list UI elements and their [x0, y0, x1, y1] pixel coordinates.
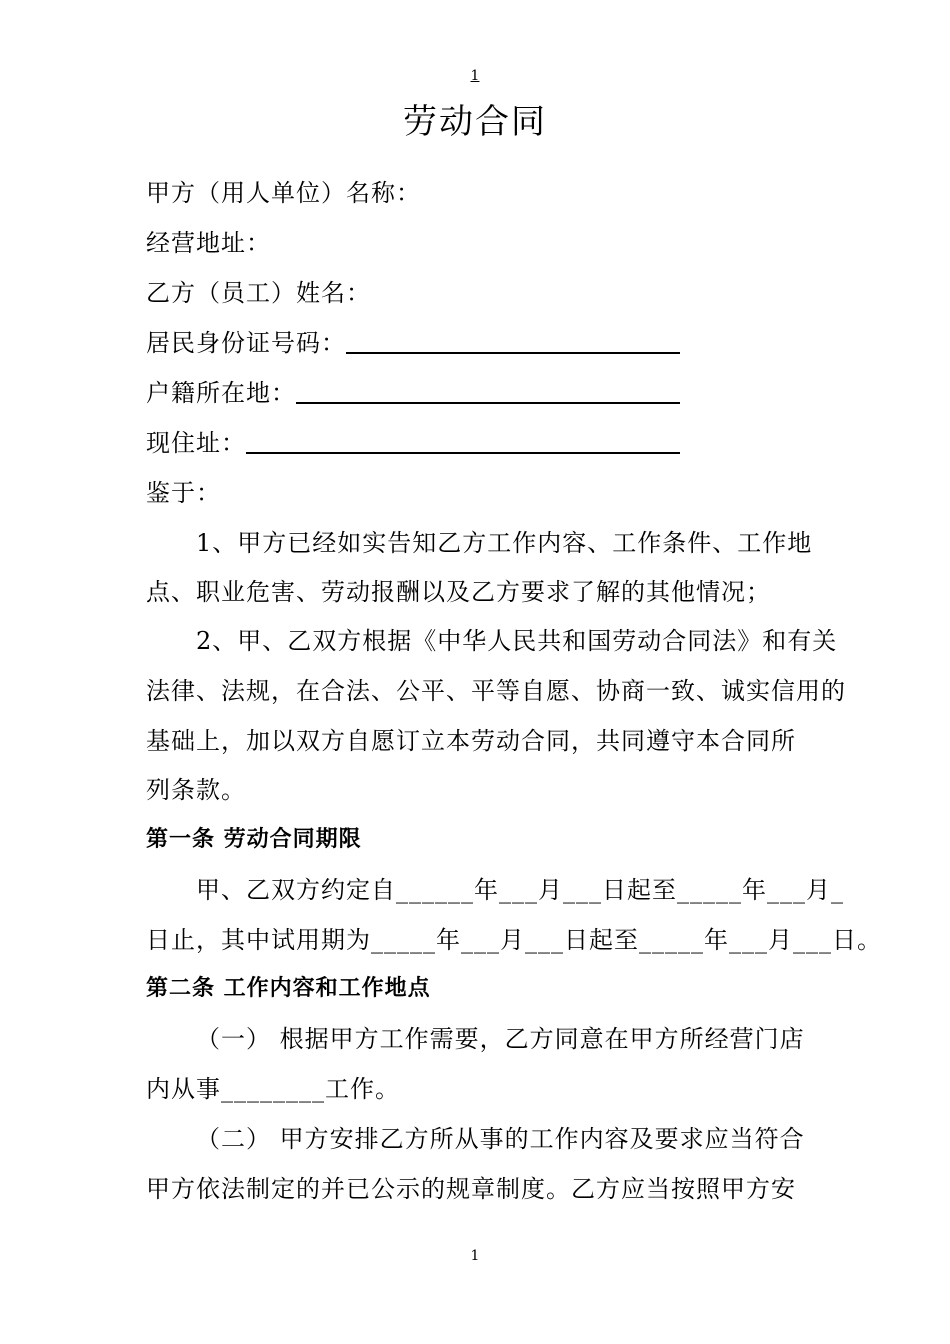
recital-item-2-line-2: 法律、法规，在合法、公平、平等自愿、协商一致、诚实信用的 — [146, 677, 846, 705]
recital-item-1-line-1: 1、甲方已经如实告知乙方工作内容、工作条件、工作地 — [196, 529, 813, 557]
article-1-line-2: 日止，其中试用期为_____年___月___日起至_____年___月___日。 — [146, 926, 882, 954]
article-1-line-1: 甲、乙双方约定自______年___月___日起至_____年___月_ — [196, 876, 844, 904]
recital-item-1-line-2: 点、职业危害、劳动报酬以及乙方要求了解的其他情况； — [146, 578, 771, 606]
document-title: 劳动合同 — [403, 102, 547, 142]
business-address-label: 经营地址： — [146, 229, 271, 257]
article-2-heading: 第二条 工作内容和工作地点 — [146, 976, 431, 1001]
article-2-item-2-line-1: （二） 甲方安排乙方所从事的工作内容及要求应当符合 — [196, 1125, 805, 1153]
recital-item-2-line-4: 列条款。 — [146, 776, 246, 804]
article-2-item-1-line-1: （一） 根据甲方工作需要，乙方同意在甲方所经营门店 — [196, 1025, 805, 1053]
party-a-name-label: 甲方（用人单位）名称： — [146, 179, 421, 207]
article-2-item-2-line-2: 甲方依法制定的并已公示的规章制度。乙方应当按照甲方安 — [146, 1175, 796, 1203]
article-2-item-1-line-2: 内从事________工作。 — [146, 1075, 400, 1103]
footer-page-number: 1 — [470, 1248, 480, 1264]
household-registration-blank — [296, 402, 680, 404]
current-address-blank — [246, 452, 680, 454]
household-registration-label: 户籍所在地： — [146, 379, 296, 407]
id-number-blank — [346, 352, 680, 354]
header-page-number: 1 — [470, 68, 480, 84]
party-b-name-label: 乙方（员工）姓名： — [146, 279, 371, 307]
recital-item-2-line-3: 基础上，加以双方自愿订立本劳动合同，共同遵守本合同所 — [146, 727, 796, 755]
id-number-label: 居民身份证号码： — [146, 329, 346, 357]
recitals-lead: 鉴于： — [146, 479, 221, 507]
recital-item-2-line-1: 2、甲、乙双方根据《中华人民共和国劳动合同法》和有关 — [196, 627, 838, 655]
article-1-heading: 第一条 劳动合同期限 — [146, 827, 362, 852]
current-address-label: 现住址： — [146, 429, 246, 457]
